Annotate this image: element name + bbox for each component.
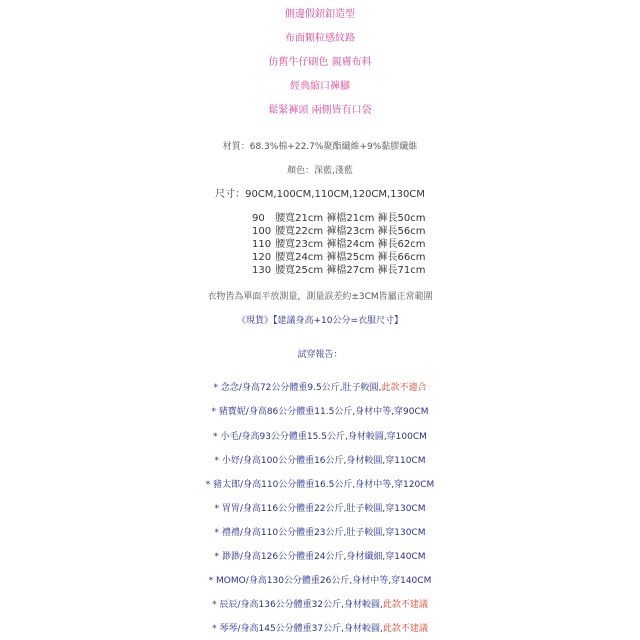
size-row bbox=[252, 212, 425, 225]
fit-report-text: * 禮禮/身高110公分體重23公斤,肚子較圓,穿130CM bbox=[214, 528, 426, 538]
fit-report-item bbox=[0, 622, 640, 636]
hip-value: 褲檔25cm bbox=[326, 252, 375, 263]
waist-value: 腰寬24cm bbox=[275, 252, 324, 263]
size-label: 130 bbox=[252, 265, 272, 276]
length-value: 褲長56cm bbox=[377, 226, 426, 237]
fit-report-item bbox=[0, 598, 640, 612]
fit-report-item bbox=[0, 550, 640, 564]
fit-report-item bbox=[0, 478, 640, 492]
fit-report-item bbox=[0, 526, 640, 540]
fit-report-warning: 此款不適合 bbox=[381, 383, 427, 393]
size-table bbox=[252, 212, 425, 277]
measure-note: 衣物皆為單面平放測量，測量誤差約±3CM皆屬正常範圍 bbox=[207, 292, 433, 302]
length-value: 褲長66cm bbox=[377, 252, 426, 263]
feature-line: 側邊假鈕釦造型 bbox=[285, 9, 355, 20]
fit-report-text: * 琴琴/身高145公分體重37公斤,身材較圓, bbox=[212, 624, 383, 634]
length-value: 褲長62cm bbox=[377, 239, 426, 250]
size-label: 110 bbox=[252, 239, 272, 250]
length-value: 褲長50cm bbox=[377, 213, 426, 224]
waist-value: 腰寬21cm bbox=[275, 213, 324, 224]
material-spec: 材質：68.3%棉+22.7%聚酯纖維+9%黏膠纖維 bbox=[222, 142, 418, 152]
hip-value: 褲檔27cm bbox=[326, 265, 375, 276]
fit-report-text: * 豬寶妮/身高86公分體重11.5公斤,身材中等,穿90CM bbox=[211, 407, 429, 417]
length-value: 褲長71cm bbox=[377, 265, 426, 276]
waist-value: 腰寬22cm bbox=[275, 226, 324, 237]
size-label: 90 bbox=[252, 213, 265, 224]
waist-value: 腰寬23cm bbox=[275, 239, 324, 250]
fit-report-text: * 小妤/身高100公分體重16公斤,身材較圓,穿110CM bbox=[214, 456, 426, 466]
fit-report-text: * 豬太郎/身高110公分體重16.5公斤,身材中等,穿120CM bbox=[205, 480, 435, 490]
fit-report-text: * MOMO/身高130公分體重26公斤,身材中等,穿140CM bbox=[208, 576, 432, 586]
fit-report-warning: 此款不建議 bbox=[382, 600, 428, 610]
hip-value: 褲檔24cm bbox=[326, 239, 375, 250]
fit-report-text: * 小毛/身高93公分體重15.5公斤,身材較圓,穿100CM bbox=[213, 432, 427, 442]
feature-line: 鬆緊褲頭 兩側皆有口袋 bbox=[268, 105, 372, 116]
size-row bbox=[252, 264, 425, 277]
size-row bbox=[252, 225, 425, 238]
hip-value: 褲檔21cm bbox=[326, 213, 375, 224]
fit-report-item bbox=[0, 574, 640, 588]
fit-report-text: * 胃胃/身高116公分體重22公斤,肚子較圓,穿130CM bbox=[214, 504, 426, 514]
hip-value: 褲檔23cm bbox=[326, 226, 375, 237]
fit-report-item bbox=[0, 454, 640, 468]
waist-value: 腰寬25cm bbox=[275, 265, 324, 276]
feature-line: 經典縮口褲腳 bbox=[290, 81, 350, 92]
fit-report-title: 試穿報告： bbox=[297, 350, 343, 360]
fit-report-warning: 此款不建議 bbox=[382, 624, 428, 634]
size-recommendation: 《現貨》【建議身高+10公分=衣服尺寸】 bbox=[236, 316, 404, 326]
size-row bbox=[252, 251, 425, 264]
size-spec: 尺寸：90CM,100CM,110CM,120CM,130CM bbox=[215, 189, 425, 200]
fit-report-item bbox=[0, 430, 640, 444]
fit-report-text: * 渺渺/身高126公分體重24公斤,身材纖細,穿140CM bbox=[214, 552, 426, 562]
fit-report-item bbox=[0, 405, 640, 419]
fit-report-item bbox=[0, 502, 640, 516]
color-spec: 顏色：深藍,淺藍 bbox=[287, 166, 353, 176]
size-row bbox=[252, 238, 425, 251]
fit-report-text: * 辰辰/身高136公分體重32公斤,身材較圓, bbox=[212, 600, 383, 610]
feature-line: 仿舊牛仔刷色 親膚布料 bbox=[268, 57, 372, 68]
size-label: 100 bbox=[252, 226, 272, 237]
fit-report-text: * 念念/身高72公分體重9.5公斤,肚子較圓, bbox=[213, 383, 382, 393]
feature-line: 布面顆粒感紋路 bbox=[285, 33, 355, 44]
size-label: 120 bbox=[252, 252, 272, 263]
fit-report-item bbox=[0, 381, 640, 395]
